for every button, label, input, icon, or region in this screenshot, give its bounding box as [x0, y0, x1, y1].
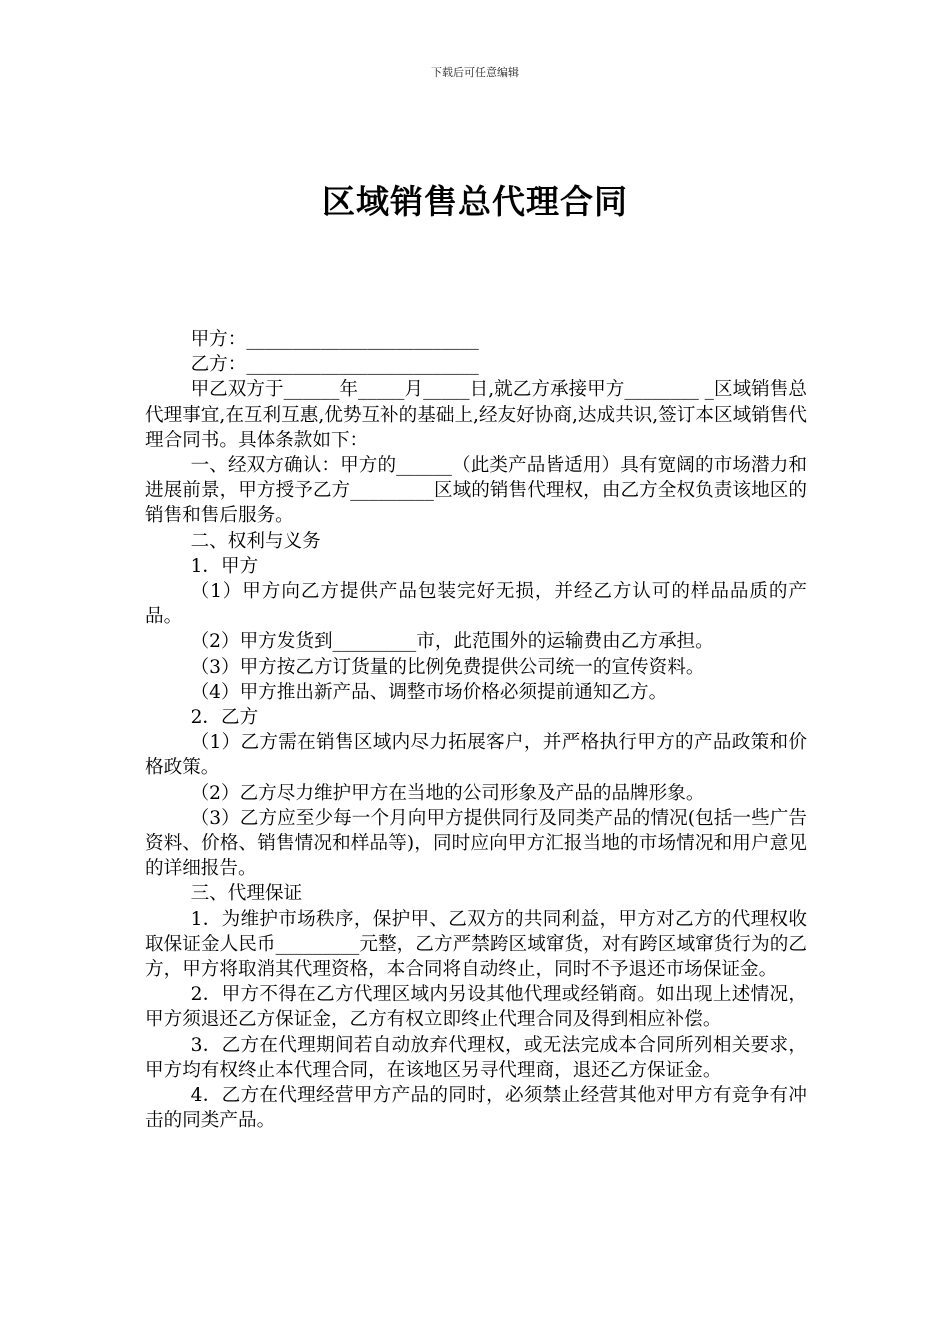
subsection-party-a: 1．甲方	[190, 555, 259, 577]
clause-1-paragraph: 一、经双方确认：甲方的______（此类产品皆适用）具有宽阔的市场潜力和进展前景，甲方授予乙方_________区域的销售代理权，由乙方全权负责该地区的销售和售后服务。	[145, 455, 807, 527]
preamble-paragraph: 甲乙双方于______年_____月_____日,就乙方承接甲方________ _区域销售总代理事宜,在互利互惠,优势互补的基础上,经友好协商,达成共识,签订本区域销售代理合同书。具体条款如下：	[145, 379, 807, 451]
party-a-line: 甲方：_________________________	[190, 329, 479, 350]
party-b-line: 乙方：_________________________	[190, 354, 479, 376]
guarantee-item-2: 2．甲方不得在乙方代理区域内另设其他代理或经销商。如出现上述情况，甲方须退还乙方保证金，乙方有权立即终止代理合同及得到相应补偿。	[145, 984, 807, 1031]
contract-body	[145, 327, 807, 1134]
party-b-item-1: （1）乙方需在销售区域内尽力拓展客户，并严格执行甲方的产品政策和价格政策。	[145, 732, 807, 779]
guarantee-item-3: 3．乙方在代理期间若自动放弃代理权，或无法完成本合同所列相关要求，甲方均有权终止本代理合同，在该地区另寻代理商，退还乙方保证金。	[145, 1034, 807, 1081]
party-a-item-2: （2）甲方发货到_________市，此范围外的运输费由乙方承担。	[190, 631, 714, 653]
party-b-item-2: （2）乙方尽力维护甲方在当地的公司形象及产品的品牌形象。	[190, 782, 705, 804]
guarantee-item-4: 4．乙方在代理经营甲方产品的同时，必须禁止经营其他对甲方有竞争有冲击的同类产品。	[145, 1085, 807, 1132]
subsection-party-b: 2．乙方	[190, 707, 259, 729]
party-a-item-1: （1）甲方向乙方提供产品包装完好无损，并经乙方认可的样品品质的产品。	[145, 581, 807, 628]
section-heading-guarantee: 三、代理保证	[190, 883, 303, 905]
section-heading-rights: 二、权利与义务	[190, 530, 321, 552]
document-title: 区域销售总代理合同	[322, 182, 628, 221]
page-header-note: 下载后可任意编辑	[431, 66, 519, 79]
guarantee-item-1: 1．为维护市场秩序，保护甲、乙双方的共同利益，甲方对乙方的代理权收取保证金人民币_________元整，乙方严禁跨区域窜货，对有跨区域窜货行为的乙方，甲方将取消其代理资格，本合同将自动终止，同时不予退还市场保证金。	[145, 908, 807, 981]
party-b-item-3: （3）乙方应至少每一个月向甲方提供同行及同类产品的情况(包括一些广告资料、价格、销售情况和样品等)，同时应向甲方汇报当地的市场情况和用户意见的详细报告。	[145, 807, 807, 880]
party-a-item-4: （4）甲方推出新产品、调整市场价格必须提前通知乙方。	[190, 681, 668, 703]
party-a-item-3: （3）甲方按乙方订货量的比例免费提供公司统一的宣传资料。	[190, 656, 705, 678]
